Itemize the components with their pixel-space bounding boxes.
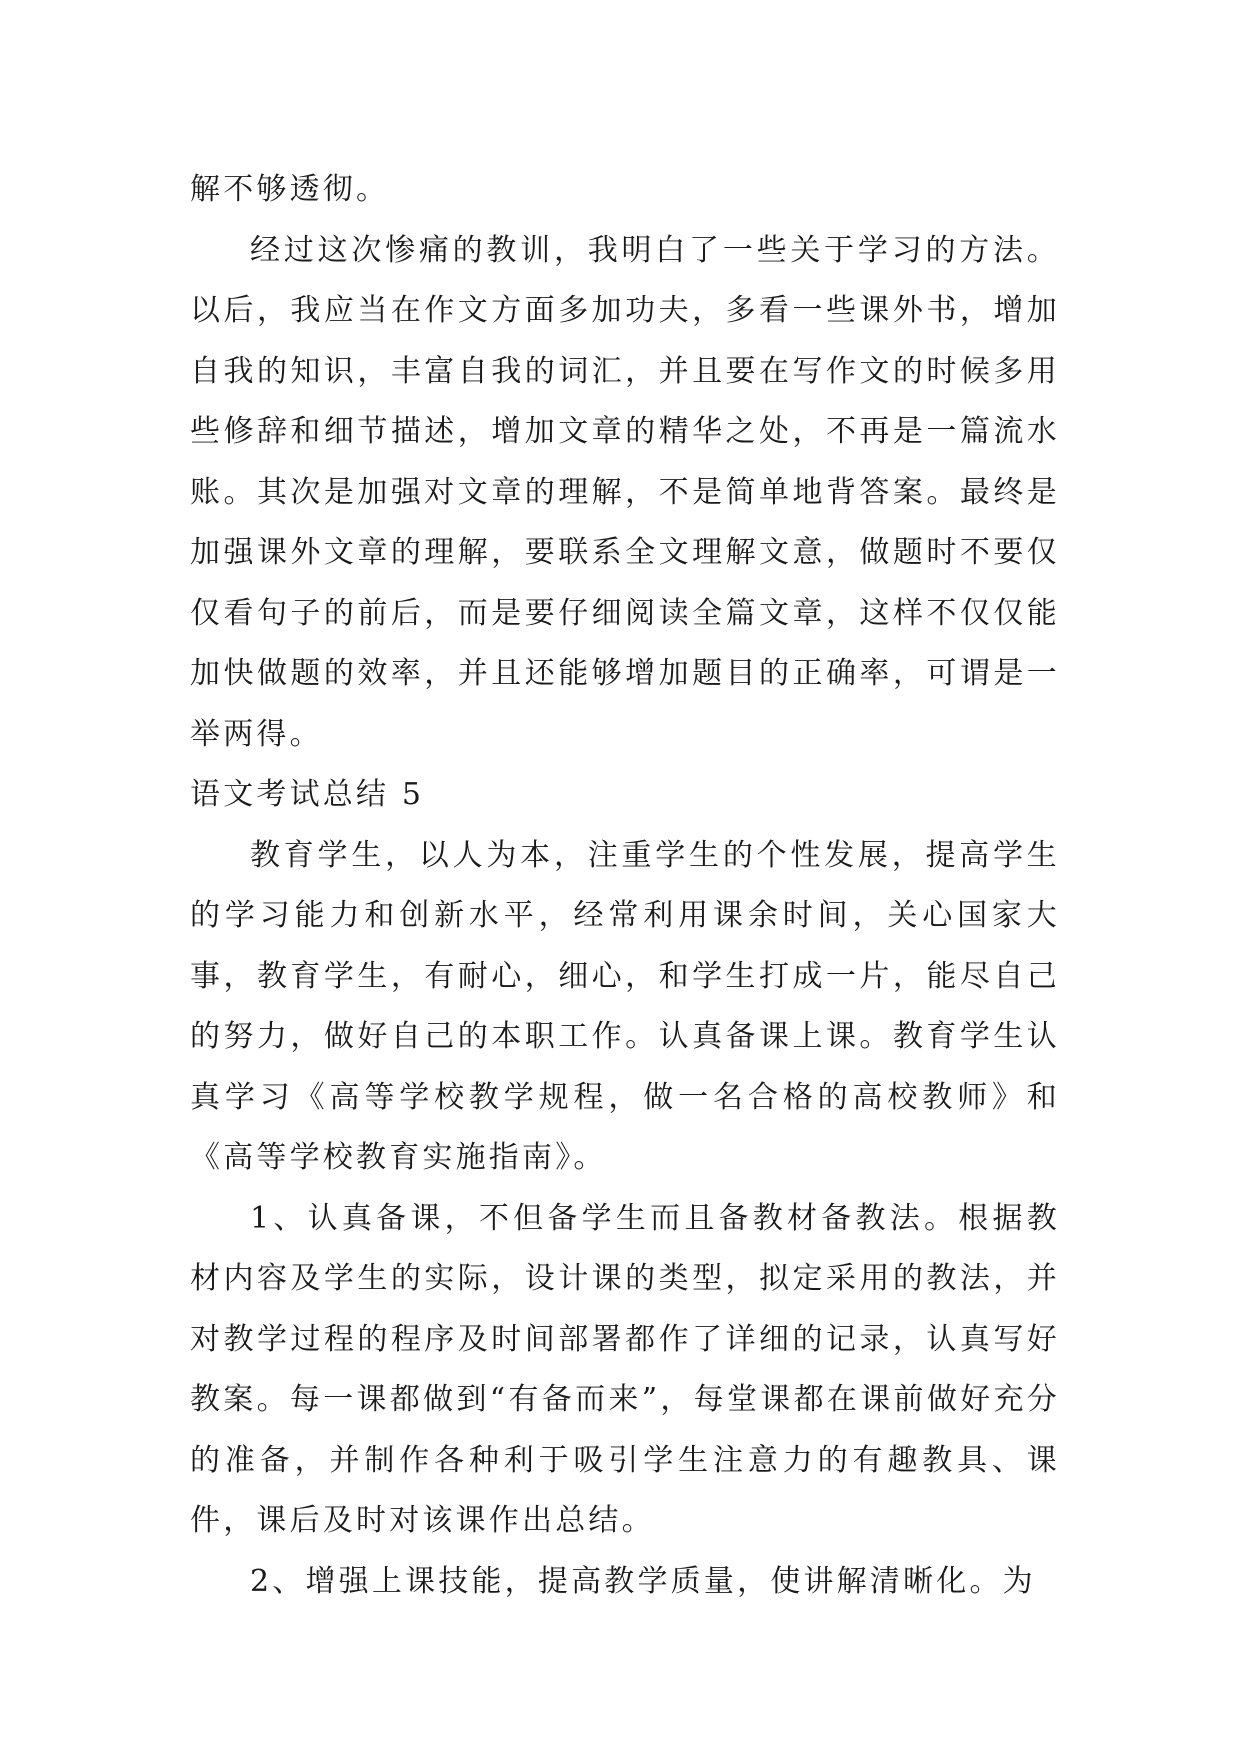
paragraph-continuation: 解不够透彻。	[190, 172, 390, 207]
paragraph-education: 教育学生，以人为本，注重学生的个性发展，提高学生的学习能力和创新水平，经常利用课余时间，关心国家大事，教育学生，有耐心，细心，和学生打成一片，能尽自己的努力，做好自己的本职工作。认真备课上课。教育学生认真学习《高等学校教学规程，做一名合格的高校教师》和《高等学校教育实施指南》。	[190, 837, 1060, 1175]
section-heading: 语文考试总结 5	[190, 777, 425, 812]
paragraph-item-1: 1、认真备课，不但备学生而且备教材备教法。根据教材内容及学生的实际，设计课的类型，拟定采用的教法，并对教学过程的程序及时间部署都作了详细的记录，认真写好教案。每一课都做到“有备而来”，每堂课都在课前做好充分的准备，并制作各种利于吸引学生注意力的有趣教具、课件，课后及时对该课作出总结。	[190, 1200, 1060, 1538]
paragraph-lesson-learned: 经过这次惨痛的教训，我明白了一些关于学习的方法。以后，我应当在作文方面多加功夫，多看一些课外书，增加自我的知识，丰富自我的词汇，并且要在写作文的时候多用些修辞和细节描述，增加文章的精华之处，不再是一篇流水账。其次是加强对文章的理解，不是简单地背答案。最终是加强课外文章的理解，要联系全文理解文意，做题时不要仅仅看句子的前后，而是要仔细阅读全篇文章，这样不仅仅能加快做题的效率，并且还能够增加题目的正确率，可谓是一举两得。	[190, 232, 1060, 752]
document-body	[190, 160, 1060, 1612]
paragraph-item-2: 2、增强上课技能，提高教学质量，使讲解清晰化。为	[250, 1563, 1036, 1599]
